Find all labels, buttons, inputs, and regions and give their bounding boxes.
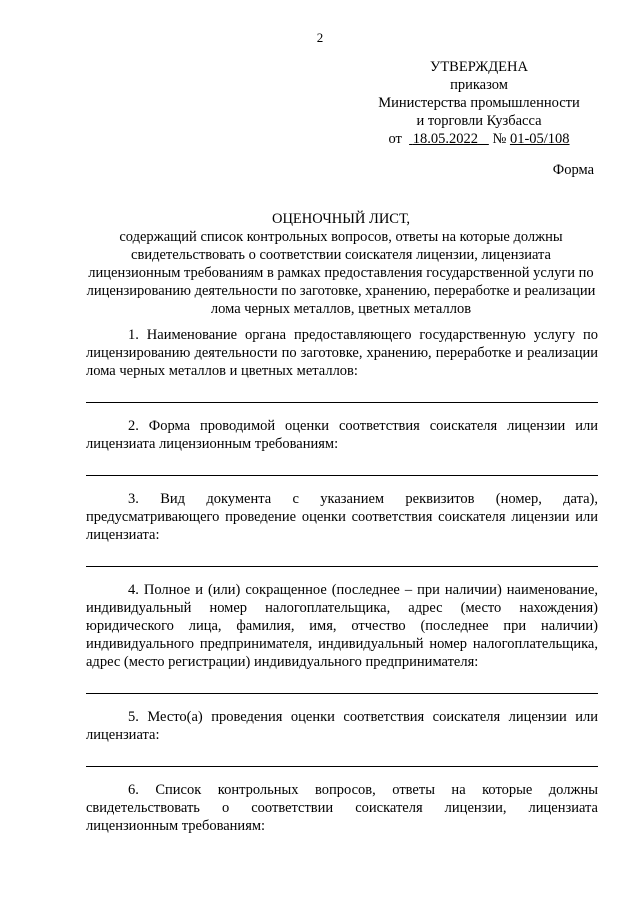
approval-reference bbox=[364, 130, 594, 148]
document-title-body: содержащий список контрольных вопросов, ответы на которые должны свидетельствовать о соответствии соискателя лицензии, лицензиата лицензионным требованиям в рамках предоставления государственной услуги по лицензированию деятельности по заготовке, хранению, переработке и реализации лома черных металлов, цветных металлов bbox=[86, 229, 596, 317]
section-2 bbox=[86, 417, 598, 476]
approval-date-value: 18.05.2022 bbox=[412, 131, 478, 147]
section-4 bbox=[86, 581, 598, 694]
section-text: 6. Список контрольных вопросов, ответы на которые должны свидетельствовать о соответствии соискателя лицензии, лицензиата лицензионным требованиям: bbox=[86, 782, 598, 834]
section-3 bbox=[86, 490, 598, 567]
approval-block bbox=[364, 58, 594, 148]
answer-line[interactable] bbox=[86, 475, 598, 476]
approval-date-prefix: от bbox=[388, 131, 402, 147]
approval-ministry: Министерства промышленности bbox=[378, 95, 580, 111]
answer-line[interactable] bbox=[86, 693, 598, 694]
approval-order: приказом bbox=[450, 77, 508, 93]
approval-ministry-region: и торговли Кузбасса bbox=[416, 113, 542, 129]
approval-number-prefix: № bbox=[492, 131, 507, 147]
section-6 bbox=[86, 781, 598, 835]
section-text: 4. Полное и (или) сокращенное (последнее – при наличии) наименование, индивидуальный номер налогоплательщика, адрес (место нахождения) юридического лица, фамилия, имя, отчество (последнее при наличии) индивидуального предпринимателя, индивидуальный номер налогоплательщика, адрес (место регистрации) индивидуального предпринимателя: bbox=[86, 582, 598, 670]
approval-title: УТВЕРЖДЕНА bbox=[430, 59, 528, 75]
document-title-heading: ОЦЕНОЧНЫЙ ЛИСТ, bbox=[271, 211, 411, 227]
answer-line[interactable] bbox=[86, 766, 598, 767]
page-number: 2 bbox=[316, 30, 324, 45]
form-label: Форма bbox=[552, 162, 594, 178]
document-title bbox=[86, 210, 596, 318]
approval-date bbox=[409, 131, 489, 147]
approval-number: 01-05/108 bbox=[509, 131, 570, 147]
section-5 bbox=[86, 708, 598, 767]
section-text: 2. Форма проводимой оценки соответствия соискателя лицензии или лицензиата лицензионным требованиям: bbox=[86, 418, 598, 452]
answer-line[interactable] bbox=[86, 402, 598, 403]
section-1 bbox=[86, 326, 598, 403]
section-text: 1. Наименование органа предоставляющего государственную услугу по лицензированию деятельности по заготовке, хранению, переработке и реализации лома черных металлов и цветных металлов: bbox=[86, 327, 598, 379]
answer-line[interactable] bbox=[86, 566, 598, 567]
section-text: 3. Вид документа с указанием реквизитов (номер, дата), предусматривающего проведение оценки соответствия соискателя лицензии или лицензиата: bbox=[86, 491, 598, 543]
sections bbox=[86, 326, 598, 835]
section-text: 5. Место(а) проведения оценки соответствия соискателя лицензии или лицензиата: bbox=[86, 709, 598, 743]
